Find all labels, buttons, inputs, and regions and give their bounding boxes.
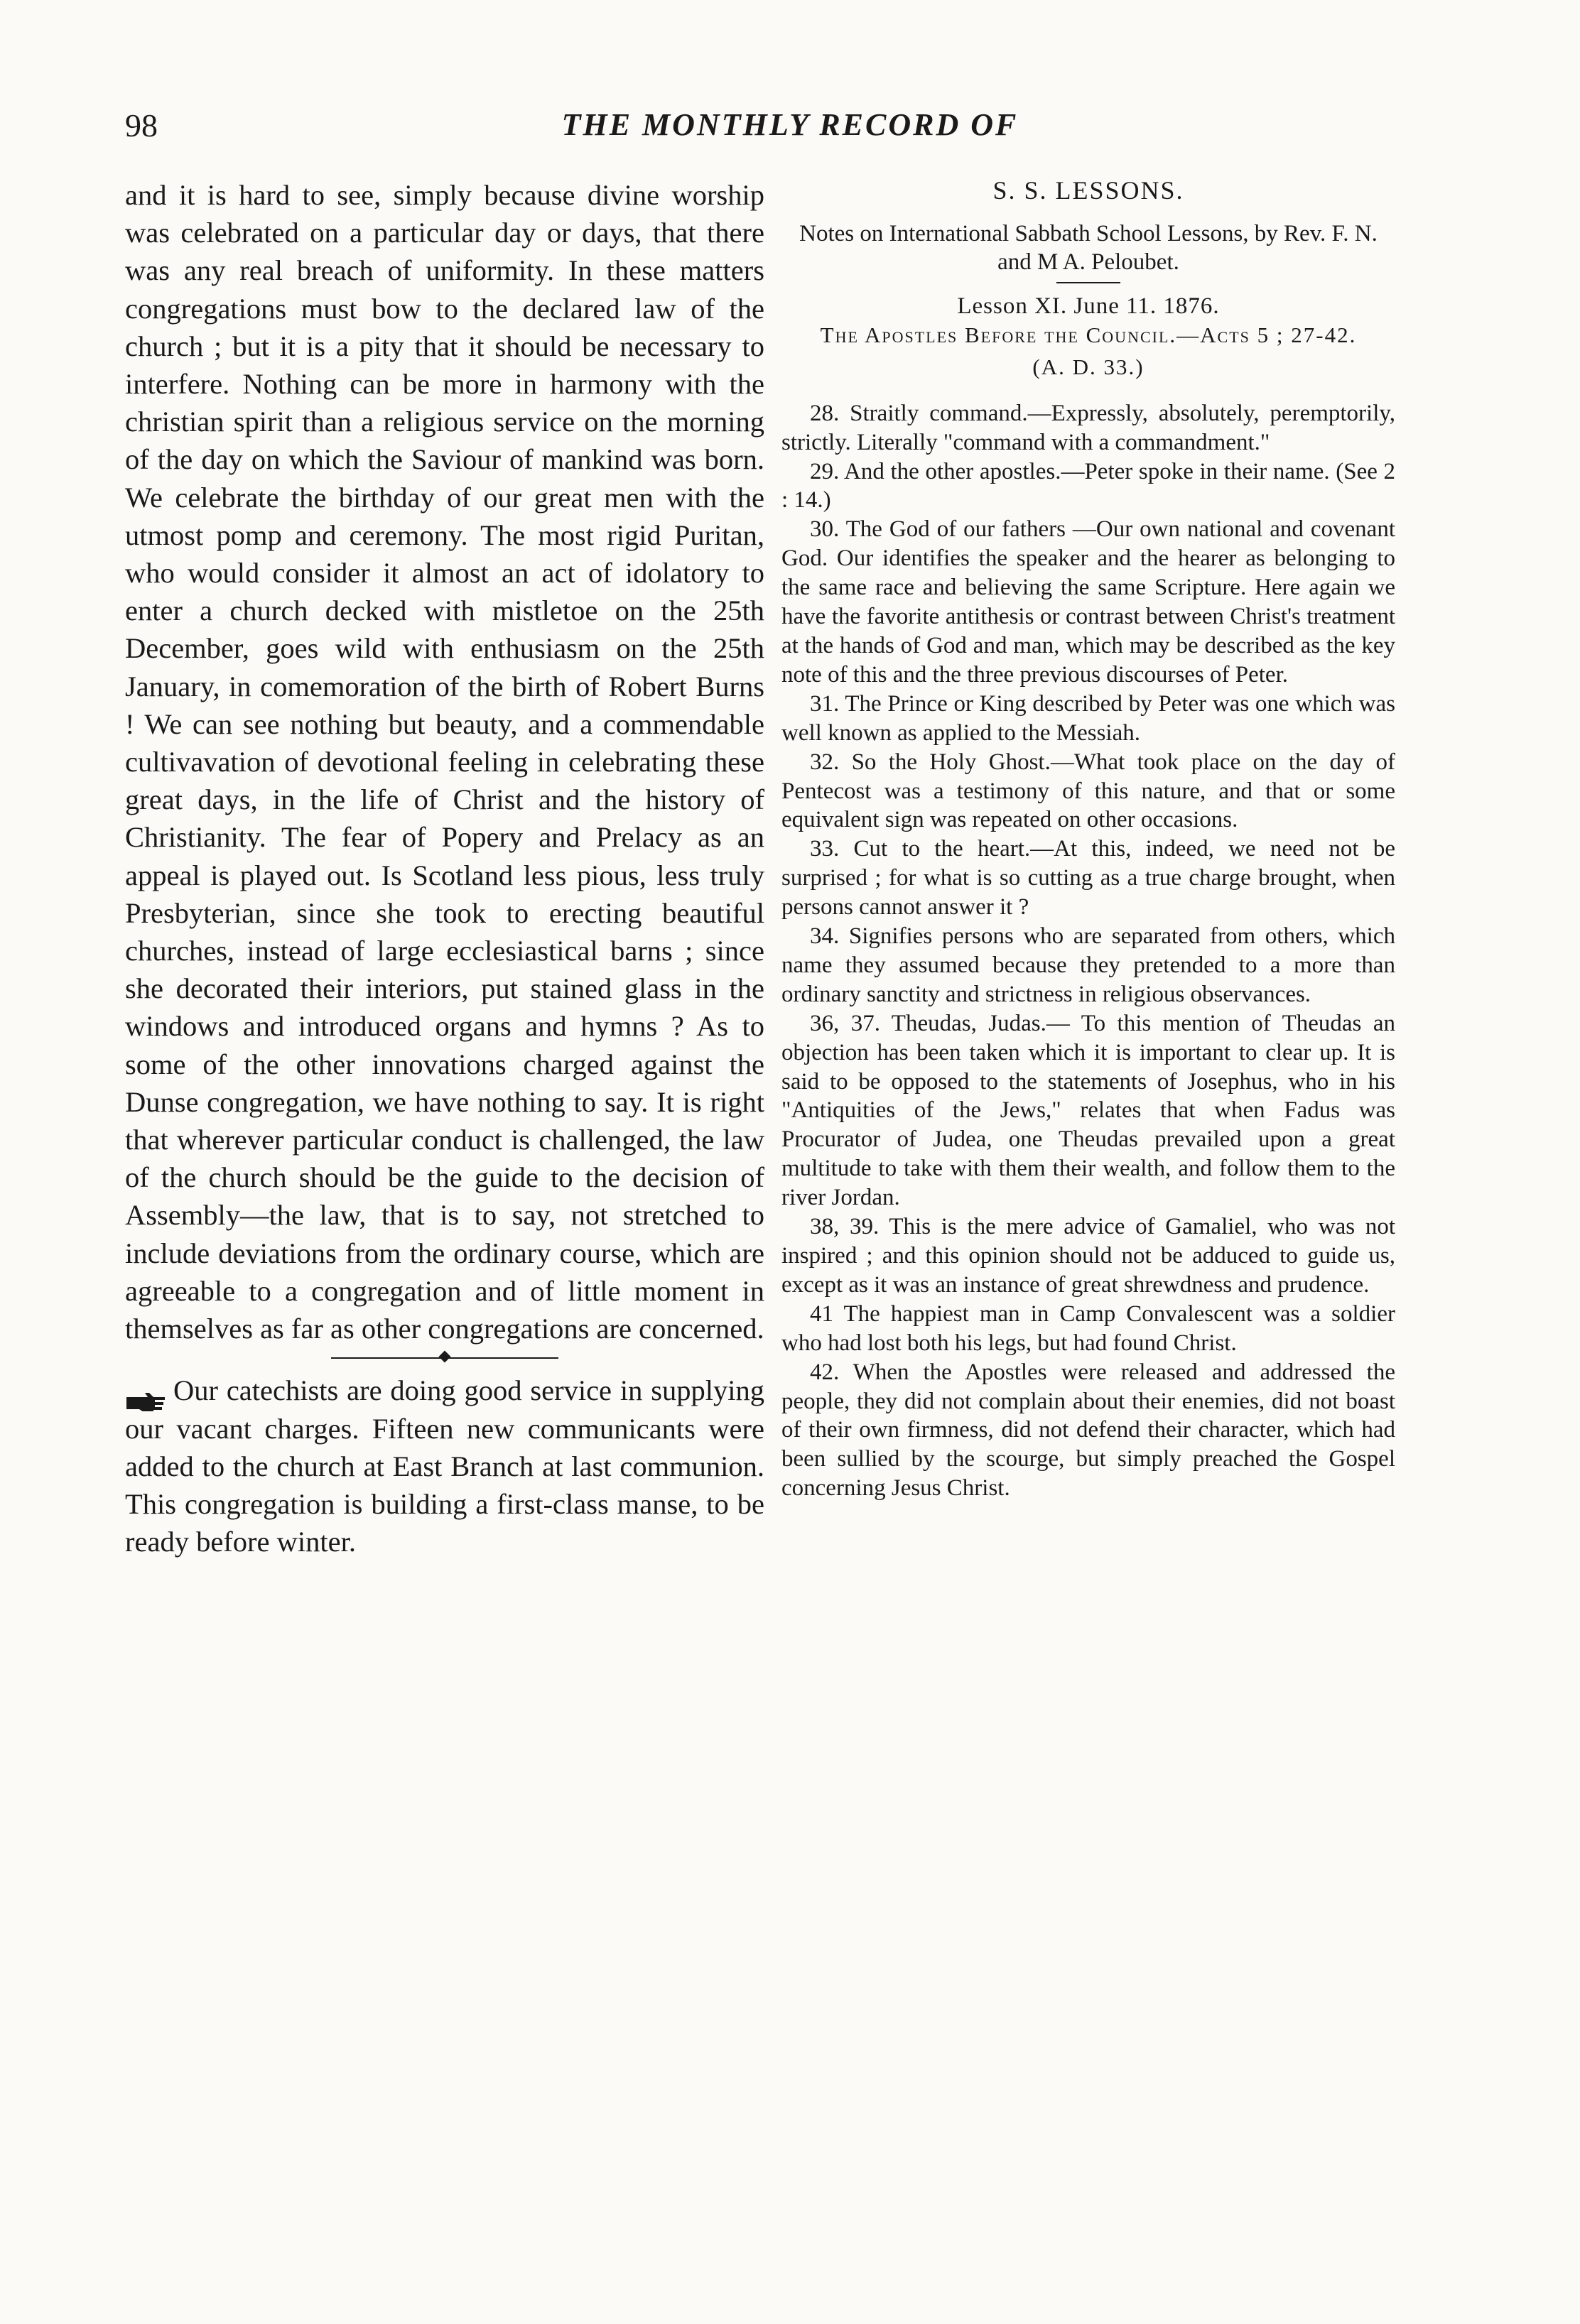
lesson-title: The Apostles Before the Council.—Acts 5 ; 27-42.	[820, 322, 1357, 347]
lesson-note: 36, 37. Theudas, Judas.— To this mention of Theudas an objection has been taken which it is important to clear up. It is said to be opposed to the statements of Josephus, who in his "Antiquities of the Jews," relates that when Fadus was Procurator of Judea, one Theudas prevailed upon a great multitude to take with them their wealth, and follow them to the river Jordan.	[781, 1010, 1395, 1211]
divider	[1056, 282, 1120, 283]
lesson-note: 29. And the other apostles.—Peter spoke in their name. (See 2 : 14.)	[781, 458, 1395, 514]
running-head	[0, 107, 1580, 149]
page-title: THE MONTHLY RECORD OF	[561, 107, 1019, 142]
news-paragraph-text: Our catechists are doing good service in supplying our vacant charges. Fifteen new communicants were added to the church at East Branch at last communion. This congregation is building a first-class manse, to be ready before winter.	[125, 1374, 764, 1558]
lesson-note: 31. The Prince or King described by Peter was one which was well known as applied to the Messiah.	[781, 690, 1395, 746]
page-number: 98	[125, 107, 158, 143]
lesson-number: Lesson XI. June 11. 1876.	[957, 293, 1220, 319]
lesson-notes	[781, 399, 1395, 1503]
section-heading: S. S. LESSONS.	[992, 176, 1184, 205]
ornamental-divider	[331, 1357, 558, 1359]
pointing-hand-icon	[125, 1383, 166, 1404]
news-paragraph	[125, 1372, 764, 1560]
left-column	[125, 176, 764, 1560]
lesson-note: 34. Signifies persons who are separated from others, which name they assumed because they pretended to a more than ordinary sanctity and strictness in religious observances.	[781, 923, 1395, 1007]
lesson-date: (A. D. 33.)	[1032, 354, 1145, 379]
lesson-notes-intro: Notes on International Sabbath School Lessons, by Rev. F. N. and M A. Peloubet.	[799, 220, 1378, 275]
lesson-note: 33. Cut to the heart.—At this, indeed, we need not be surprised ; for what is so cutting as a true charge brought, when persons cannot answer it ?	[781, 836, 1395, 921]
lesson-note: 38, 39. This is the mere advice of Gamaliel, who was not inspired ; and this opinion should not be adduced to guide us, except as it was an instance of great shrewdness and prudence.	[781, 1214, 1395, 1298]
lesson-note: 30. The God of our fathers —Our own national and covenant God. Our identifies the speaker and the hearer as belonging to the same race and believing the same Scripture. Here again we have the favorite antithesis or contrast between Christ's treatment at the hands of God and man, which may be described as the key note of this and the three previous discourses of Peter.	[781, 516, 1395, 688]
lesson-note: 32. So the Holy Ghost.—What took place on the day of Pentecost was a testimony of this nature, and that or some equivalent sign was repeated on other occasions.	[781, 749, 1395, 833]
lesson-note: 41 The happiest man in Camp Convalescent was a soldier who had lost both his legs, but had found Christ.	[781, 1301, 1395, 1356]
lesson-note: 28. Straitly command.—Expressly, absolutely, peremptorily, strictly. Literally "command with a commandment."	[781, 400, 1395, 455]
lesson-note: 42. When the Apostles were released and addressed the people, they did not complain about their enemies, did not boast of their own firmness, did not defend their character, which had been sullied by the scourge, but simply preached the Gospel concerning Jesus Christ.	[781, 1359, 1395, 1502]
article-paragraph: and it is hard to see, simply because divine worship was celebrated on a particular day or days, that there was any real breach of uniformity. In these matters congregations must bow to the declared law of the church ; but it is a pity that it should be necessary to interfere. Nothing can be more in harmony with the christian spirit than a religious service on the morning of the day on which the Saviour of mankind was born. We celebrate the birthday of our great men with the utmost pomp and ceremony. The most rigid Puritan, who would consider it almost an act of idolatory to enter a church decked with mistletoe on the 25th December, goes wild with enthusiasm on the 25th January, in comemoration of the birth of Robert Burns ! We can see nothing but beauty, and a commendable cultivavation of devotional feeling in celebrating these great days, in the life of Christ and the history of Christianity. The fear of Popery and Prelacy as an appeal is played out. Is Scotland less pious, less truly Presbyterian, since she took to erecting beautiful churches, instead of large ecclesiastical barns ; since she decorated their interiors, put stained glass in the windows and introduced organs and hymns ? As to some of the other innovations charged against the Dunse congregation, we have nothing to say. It is right that wherever particular conduct is challenged, the law of the church should be the guide to the decision of Assembly—the law, that is to say, not stretched to include deviations from the ordinary course, which are agreeable to a congregation and of little moment in themselves as far as other congregations are concerned.	[125, 179, 764, 1345]
right-column	[781, 176, 1395, 1503]
